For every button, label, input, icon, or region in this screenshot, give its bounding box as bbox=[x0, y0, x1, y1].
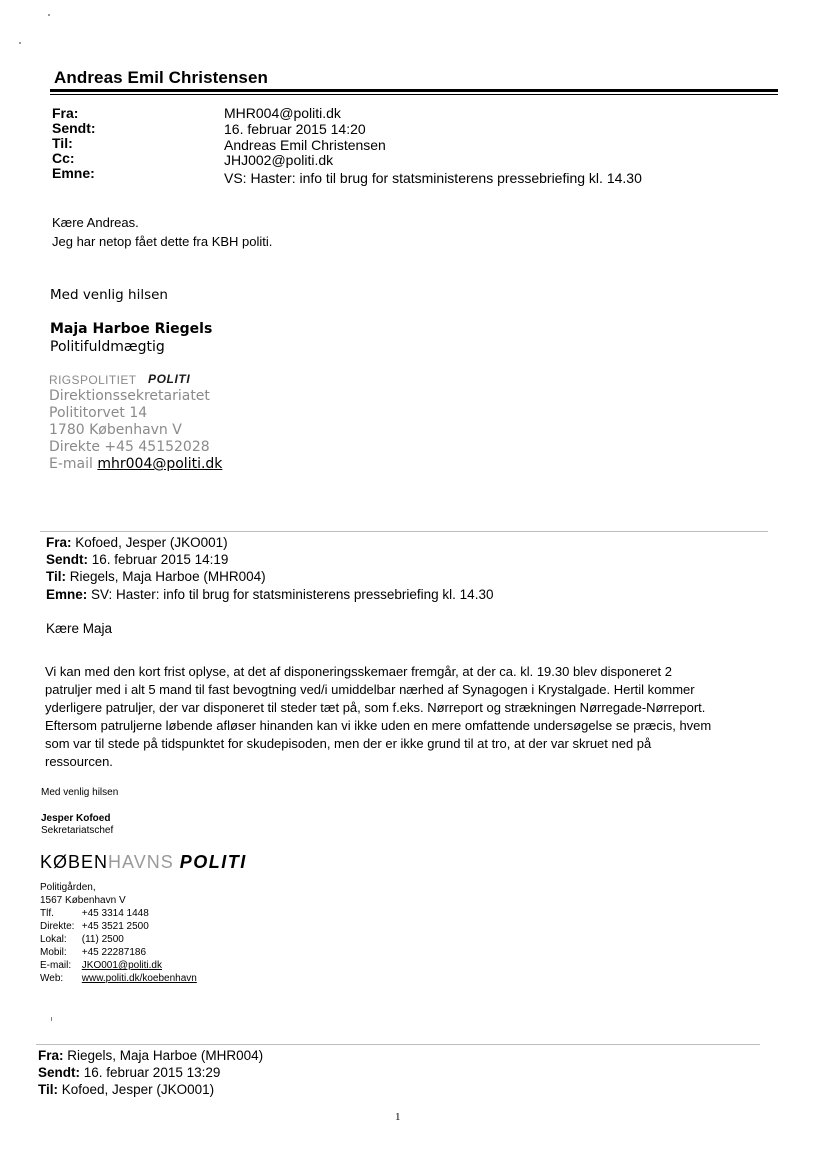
contact-web bbox=[40, 973, 197, 986]
email-row bbox=[49, 456, 222, 473]
header-divider bbox=[50, 89, 778, 92]
address-line: 1567 København V bbox=[40, 895, 126, 906]
paragraph-line: Vi kan med den kort frist oplyse, at det af disponeringsskemaer fremgår, at der ca. kl. 19.30 blev disponeret 2 bbox=[45, 664, 672, 679]
subject-value: SV: Haster: info til brug for statsministerens pressebriefing kl. 14.30 bbox=[91, 587, 494, 602]
to-value: Andreas Emil Christensen bbox=[224, 137, 386, 153]
message-separator bbox=[36, 1044, 760, 1045]
contact-label: E-mail: bbox=[40, 960, 72, 971]
from-value: Riegels, Maja Harboe (MHR004) bbox=[67, 1048, 264, 1063]
paragraph-line: ressourcen. bbox=[45, 754, 113, 769]
message-greeting: Kære Maja bbox=[46, 621, 113, 636]
contact-direct bbox=[40, 921, 149, 934]
paragraph-line: yderligere patruljer, der var disponeret til steder tæt på, som f.eks. Nørreport og strækningen Nørregade-Nørreport. bbox=[45, 700, 706, 715]
address-line: Polititorvet 14 bbox=[49, 405, 148, 421]
contact-label: Mobil: bbox=[40, 947, 67, 958]
address-line: Direkte +45 45152028 bbox=[49, 439, 210, 455]
contact-label: Tlf. bbox=[40, 908, 54, 919]
rigspolitiet-logo-text: RIGSPOLITIET bbox=[49, 373, 137, 387]
web-link[interactable]: www.politi.dk/koebenhavn bbox=[81, 973, 197, 984]
logo-kobenhavns: KØBEN bbox=[40, 852, 109, 872]
address-line: Politigården, bbox=[40, 882, 96, 893]
email-link[interactable]: JKO001@politi.dk bbox=[81, 960, 162, 971]
sender-title: Politifuldmægtig bbox=[50, 339, 165, 355]
from-value: Kofoed, Jesper (JKO001) bbox=[75, 535, 228, 550]
sender-name: Maja Harboe Riegels bbox=[50, 321, 213, 337]
scan-speck bbox=[48, 14, 50, 16]
sent-label: Sendt: bbox=[38, 1065, 80, 1080]
contact-label: Direkte: bbox=[40, 921, 75, 932]
address-line: 1780 København V bbox=[49, 422, 182, 438]
contact-local bbox=[40, 934, 124, 947]
sender-name: Jesper Kofoed bbox=[41, 813, 111, 824]
sent-value: 16. februar 2015 14:19 bbox=[91, 552, 229, 567]
message-body: Jeg har netop fået dette fra KBH politi. bbox=[52, 234, 273, 249]
message-paragraph bbox=[45, 663, 711, 771]
from-label: Fra: bbox=[52, 105, 79, 121]
message-separator bbox=[40, 531, 768, 532]
forward-sent bbox=[38, 1064, 220, 1082]
header-divider-thin bbox=[50, 94, 778, 95]
message-greeting: Kære Andreas. bbox=[52, 215, 139, 230]
forward-sent bbox=[46, 551, 228, 569]
from-value: MHR004@politi.dk bbox=[224, 105, 341, 121]
to-label: Til: bbox=[52, 135, 73, 151]
contact-value: +45 3521 2500 bbox=[81, 921, 149, 932]
email-link[interactable]: mhr004@politi.dk bbox=[97, 456, 223, 472]
to-value: Riegels, Maja Harboe (MHR004) bbox=[69, 569, 266, 584]
subject-label: Emne: bbox=[52, 165, 95, 181]
paragraph-line: Eftersom patruljerne løbende afløser hinanden kan vi ikke uden en mere omfattende undersøgelse se præcis, hvem bbox=[45, 718, 712, 733]
contact-value: +45 3314 1448 bbox=[81, 908, 149, 919]
forward-from bbox=[46, 534, 228, 552]
to-label: Til: bbox=[46, 569, 66, 584]
subject-value: VS: Haster: info til brug for statsministerens pressebriefing kl. 14.30 bbox=[224, 170, 642, 186]
closing-text: Med venlig hilsen bbox=[41, 787, 119, 798]
sent-label: Sendt: bbox=[46, 552, 88, 567]
from-label: Fra: bbox=[46, 535, 72, 550]
to-value: Kofoed, Jesper (JKO001) bbox=[61, 1082, 215, 1097]
email-label: E-mail bbox=[49, 456, 93, 472]
politi-logo: POLITI bbox=[148, 372, 191, 386]
paragraph-line: patruljer med i alt 5 mand til fast bevogtning ved/i umiddelbar nærhed af Synagogen i Krystalgade. Hertil kommer bbox=[45, 682, 695, 697]
contact-label: Lokal: bbox=[40, 934, 67, 945]
contact-value: (11) 2500 bbox=[81, 934, 124, 945]
contact-value: +45 22287186 bbox=[81, 947, 147, 958]
closing-text: Med venlig hilsen bbox=[50, 287, 168, 303]
cc-value: JHJ002@politi.dk bbox=[224, 152, 334, 168]
scan-speck bbox=[19, 42, 21, 44]
recipient-title: Andreas Emil Christensen bbox=[54, 68, 269, 87]
forward-subject bbox=[46, 586, 493, 604]
kobenhavns-politi-logo bbox=[40, 852, 247, 873]
subject-label: Emne: bbox=[46, 587, 88, 602]
page-number: 1 bbox=[395, 1111, 401, 1123]
sender-title: Sekretariatschef bbox=[41, 825, 114, 836]
sent-value: 16. februar 2015 13:29 bbox=[83, 1065, 221, 1080]
paragraph-line: som var til stede på tidspunktet for skudepisoden, men der er ikke grund til at tro, at der var skruet ned på bbox=[45, 736, 652, 751]
forward-to bbox=[46, 568, 266, 586]
forward-from bbox=[38, 1047, 263, 1065]
contact-label: Web: bbox=[40, 973, 64, 984]
contact-email bbox=[40, 960, 162, 973]
contact-phone bbox=[40, 908, 149, 921]
cc-label: Cc: bbox=[52, 150, 75, 166]
to-label: Til: bbox=[38, 1082, 58, 1097]
logo-havns: HAVNS bbox=[108, 852, 174, 872]
contact-mobile bbox=[40, 947, 146, 960]
logo-politi: POLITI bbox=[179, 852, 247, 872]
from-label: Fra: bbox=[38, 1048, 64, 1063]
scan-speck bbox=[51, 1017, 52, 1021]
sent-value: 16. februar 2015 14:20 bbox=[224, 121, 366, 137]
forward-to bbox=[38, 1081, 214, 1099]
sent-label: Sendt: bbox=[52, 120, 96, 136]
address-line: Direktionssekretariatet bbox=[49, 388, 210, 404]
